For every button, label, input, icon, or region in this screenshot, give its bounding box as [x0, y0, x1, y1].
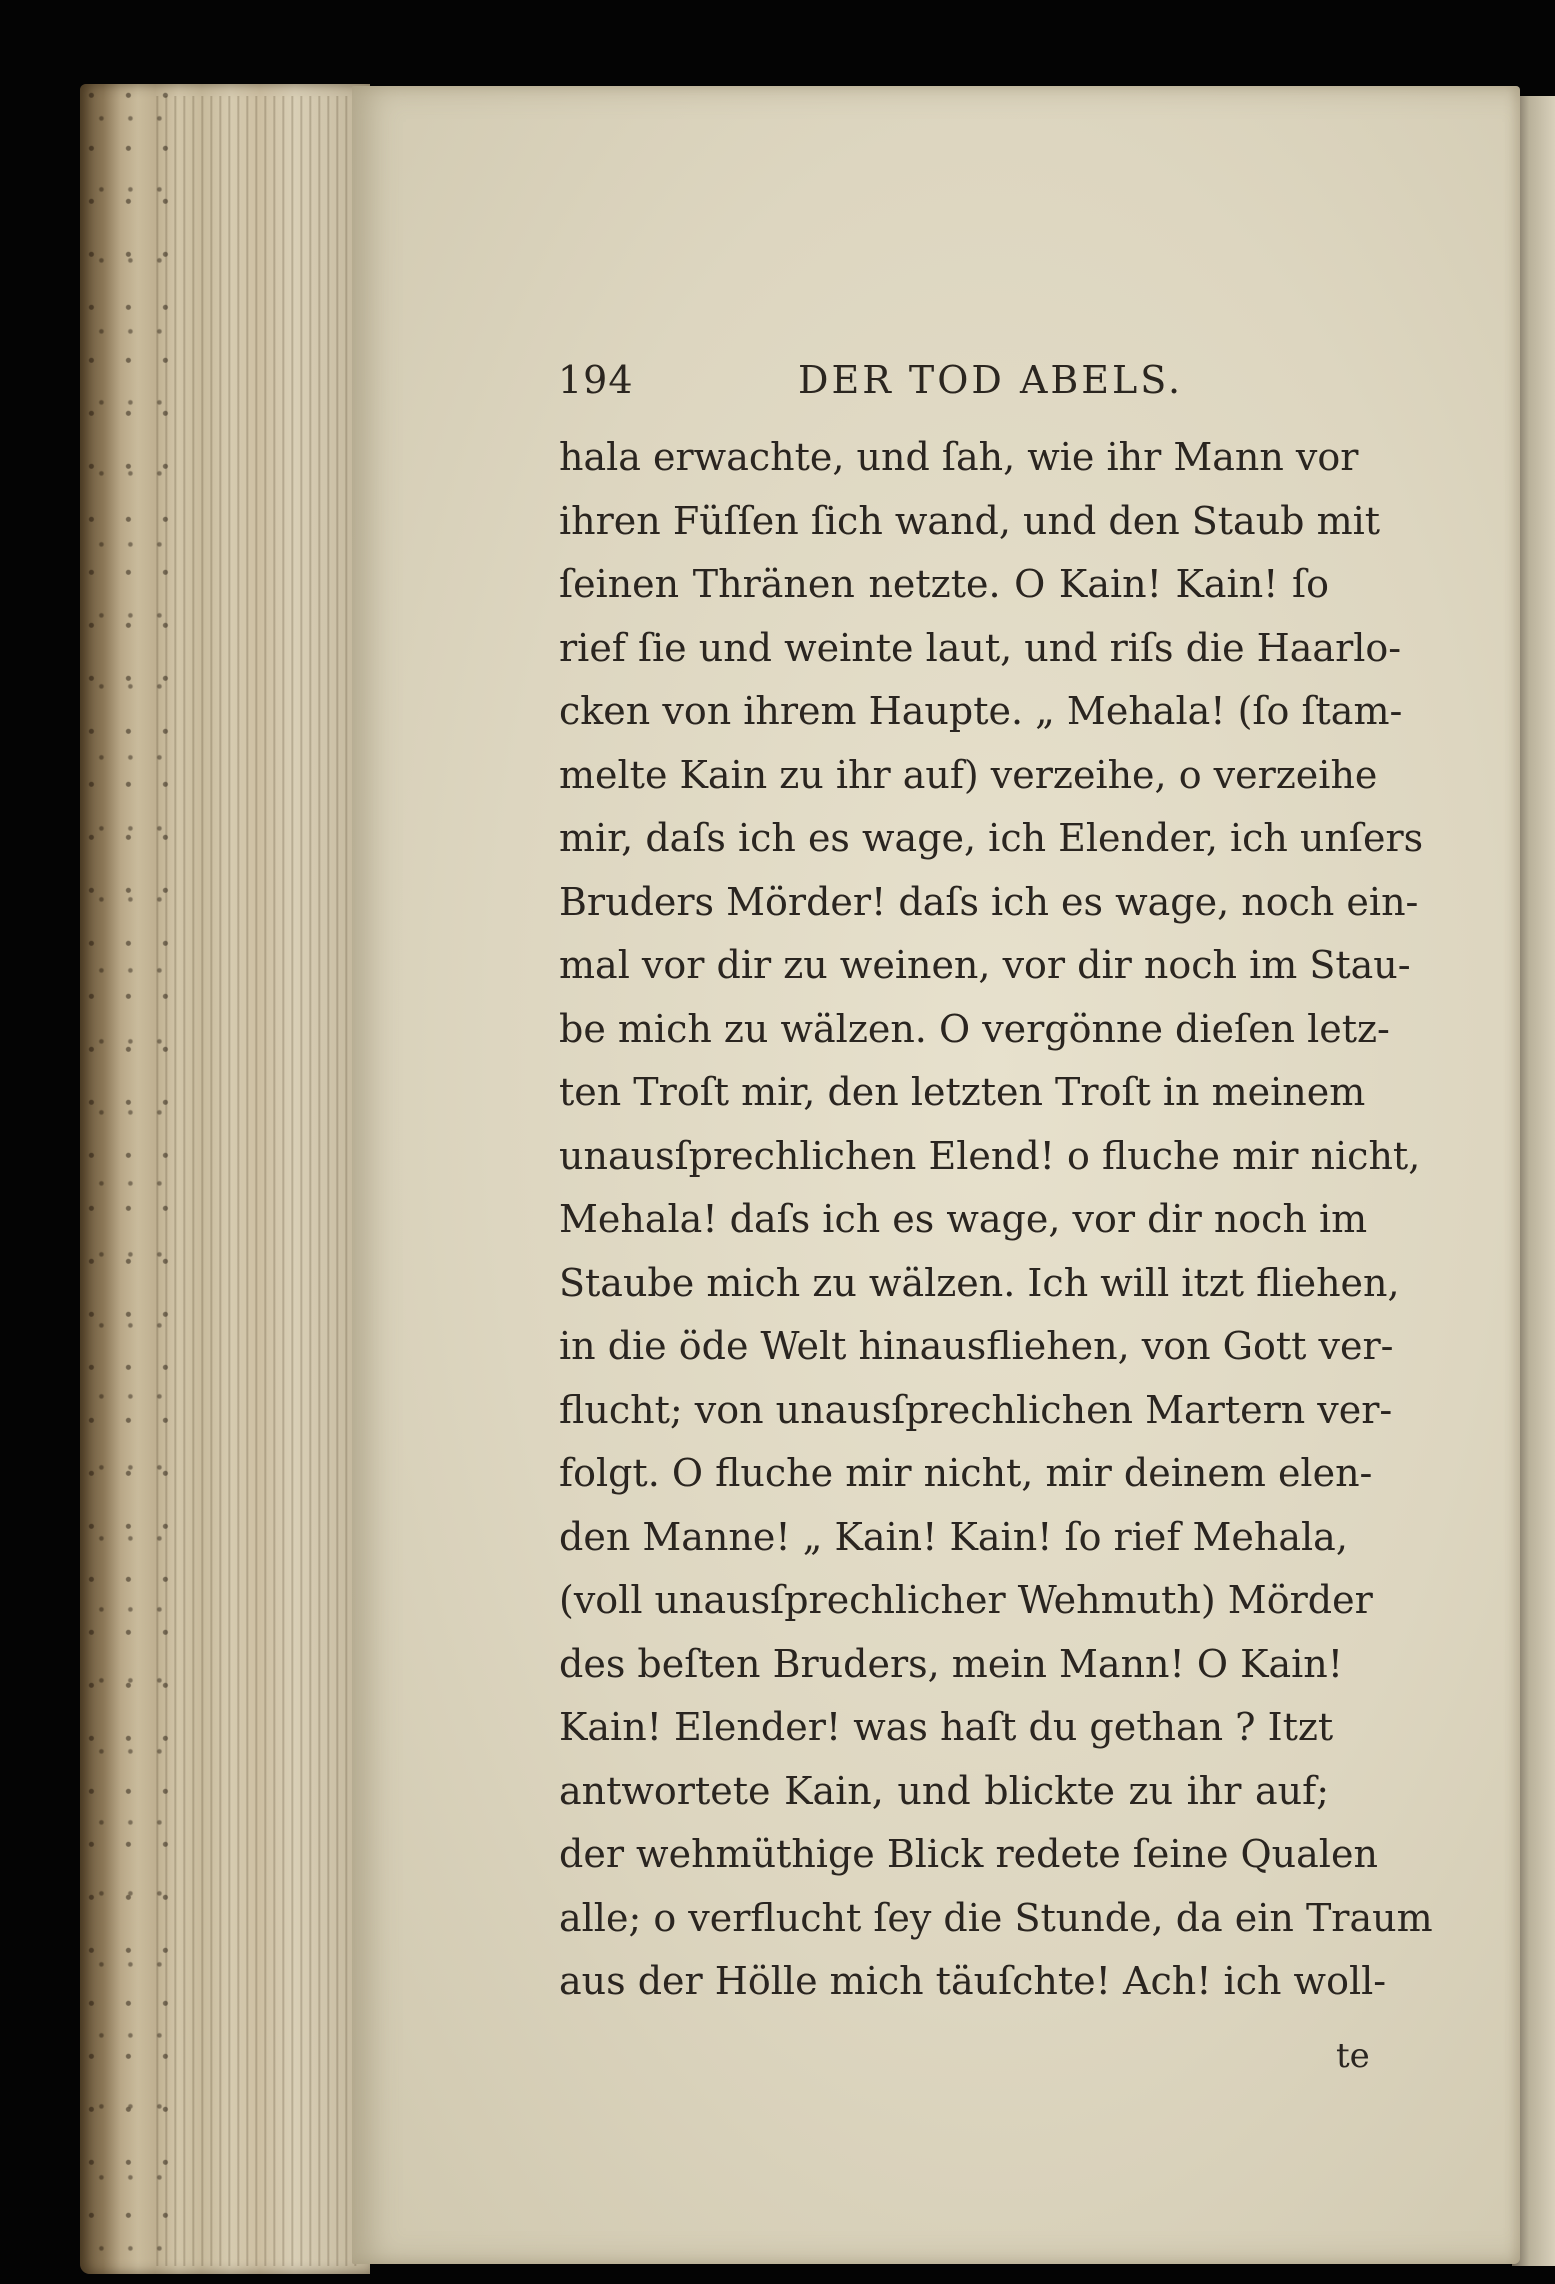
text-line: alle; o verflucht ſey die Stunde, da ein Traum [559, 1895, 1433, 1940]
book-page [352, 86, 1520, 2264]
text-line: antwortete Kain, und blickte zu ihr auf; [559, 1768, 1329, 1813]
text-line: mir, daſs ich es wage, ich Elender, ich unſers [559, 816, 1424, 860]
text-line: mal vor dir zu weinen, vor dir noch im Stau- [559, 943, 1411, 987]
text-line: cken von ihrem Haupte. „ Mehala! (ſo ſtam- [559, 689, 1403, 733]
text-line: Bruders Mörder! daſs ich es wage, noch ein- [559, 879, 1419, 924]
text-line: des beſten Bruders, mein Mann! O Kain! [559, 1641, 1344, 1686]
text-line: Staube mich zu wälzen. Ich will itzt fliehen, [559, 1260, 1400, 1305]
page-number: 194 [558, 358, 634, 402]
text-line: hala erwachte, und ſah, wie ihr Mann vor [559, 435, 1359, 479]
text-line: der wehmüthige Blick redete ſeine Qualen [559, 1832, 1378, 1876]
text-line: Mehala! daſs ich es wage, vor dir noch im [559, 1197, 1368, 1241]
running-title: DER TOD ABELS. [798, 358, 1184, 402]
text-line: unausſprechlichen Elend! o fluche mir nicht, [559, 1133, 1421, 1178]
text-line: in die öde Welt hinausfliehen, von Gott ver- [559, 1324, 1394, 1368]
text-line: melte Kain zu ihr auf) verzeihe, o verzeihe [559, 752, 1378, 797]
text-line: Kain! Elender! was haſt du gethan ? Itzt [559, 1705, 1334, 1749]
text-line: ſeinen Thränen netzte. O Kain! Kain! ſo [559, 562, 1329, 606]
text-line: be mich zu wälzen. O vergönne dieſen letz- [559, 1006, 1390, 1051]
cover-speckle [84, 90, 184, 2260]
text-line: rief ſie und weinte laut, und riſs die Haarlo- [559, 625, 1402, 670]
body-text [559, 426, 1433, 2014]
page-header [352, 358, 1520, 418]
catchword: te [1336, 2036, 1370, 2076]
text-line: ihren Füſſen ſich wand, und den Staub mit [559, 498, 1381, 543]
text-line: den Manne! „ Kain! Kain! ſo rief Mehala, [559, 1514, 1348, 1559]
text-line: folgt. O fluche mir nicht, mir deinem elen- [559, 1451, 1373, 1495]
text-line: flucht; von unausſprechlichen Martern ver- [559, 1387, 1393, 1432]
text-line: aus der Hölle mich täuſchte! Ach! ich woll- [559, 1959, 1387, 2003]
text-line: ten Troſt mir, den letzten Troſt in meinem [559, 1070, 1366, 1114]
text-line: (voll unausſprechlicher Wehmuth) Mörder [559, 1578, 1373, 1622]
